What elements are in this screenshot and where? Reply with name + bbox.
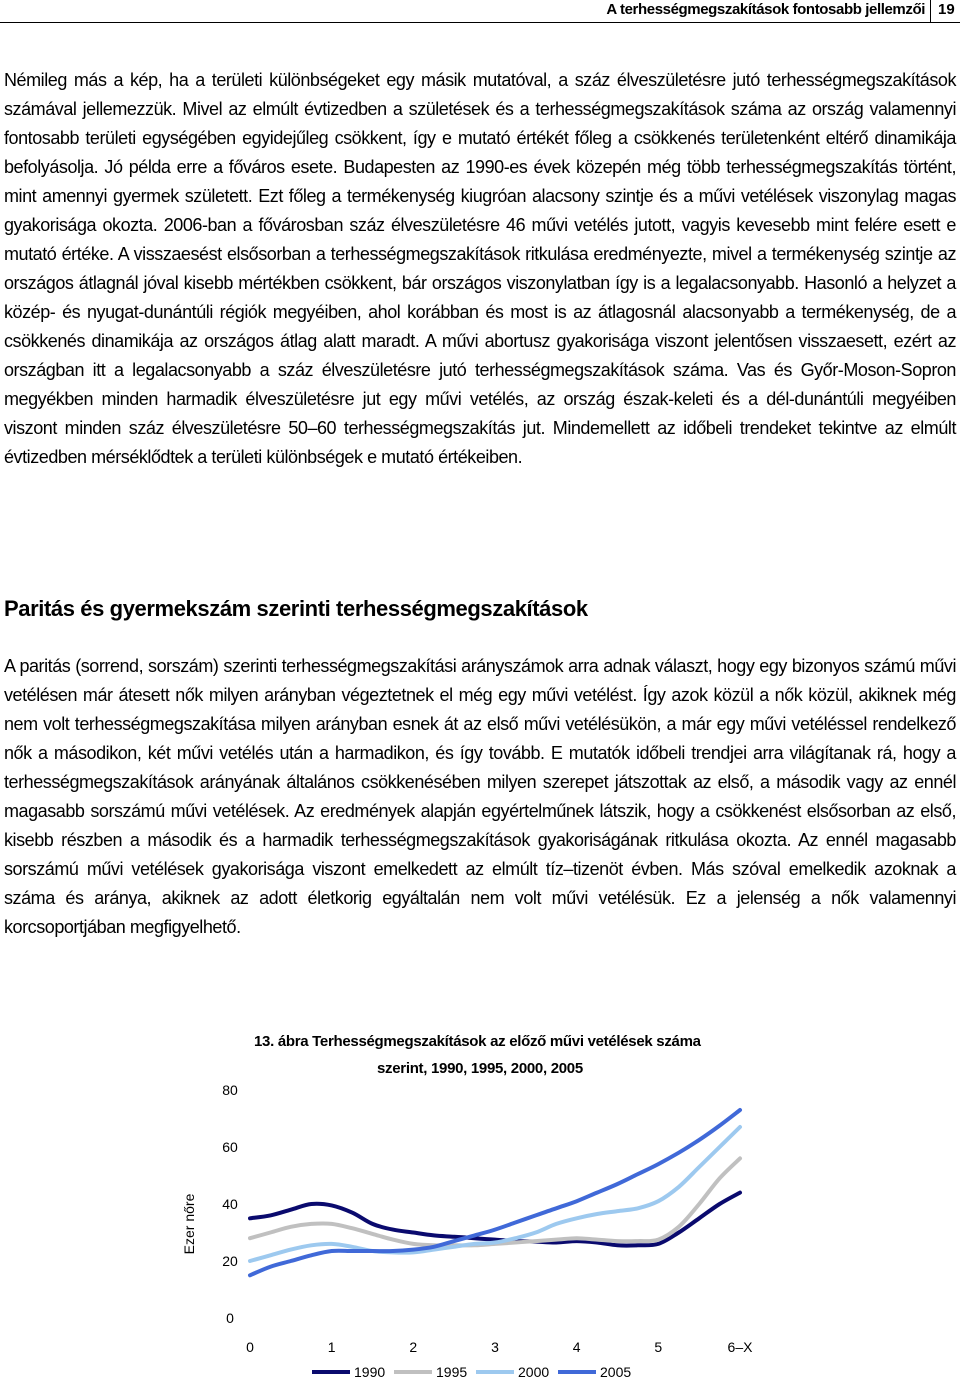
x-tick-label: 3 (491, 1339, 499, 1355)
x-tick-label: 0 (246, 1339, 254, 1355)
series-line-1995 (250, 1158, 740, 1245)
chart-title-line-1: 13. ábra Terhességmegszakítások az előző művi vetélések száma (254, 1033, 701, 1050)
x-tick-label: 4 (572, 1339, 581, 1355)
y-tick-label: 0 (226, 1310, 234, 1326)
running-header-title: A terhességmegszakítások fontosabb jellemzői (606, 1, 925, 18)
legend-label-2000: 2000 (518, 1364, 550, 1380)
body-paragraph-parity: A paritás (sorrend, sorszám) szerinti terhességmegszakítási arányszámok arra adnak választ, hogy egy bizonyos számú művi vetélésen már átesett nők milyen arányban végeztetnek el még egy művi vetélést. Így azok közül a nők közül, akiknek még nem volt terhességmegszakítása milyen arányban esnek át az első művi vetélésükön, a már egy művi vetéléssel rendelkező nők a másodikon, két művi vetélés után a harmadikon, és így tovább. E mutatók időbeli trendjei arra világítanak rá, hogy a terhességmegszakítások arányának általános csökkenésében milyen szerepet játszottak az első, a második vagy az ennél magasabb sorszámú művi vetélések. Az eredmények alapján egyértelműnek látszik, hogy a csökkenést elsősorban az első, kisebb részben a második és a harmadik terhességmegszakítások gyakoriságának ritkulása okozta. Az ennél magasabb sorszámú művi vetélések gyakorisága viszont emelkedett az elmúlt tíz–tizenöt évben. Más szóval emelkedik azoknak a száma és aránya, akiknek az adott életkorig egyáltalán nem volt művi vetélésük. Ez a jelenség a nők valamennyi korcsoportjában megfigyelhető. (4, 656, 956, 937)
y-axis-label: Ezer nőre (181, 1193, 197, 1255)
y-tick-label: 40 (222, 1196, 238, 1212)
x-tick-label: 1 (327, 1339, 336, 1355)
figure-13 (0, 1020, 960, 1386)
header-rule (0, 22, 960, 23)
body-paragraph-regional: Némileg más a kép, ha a területi különbségeket egy másik mutatóval, a száz élveszületésre jutó terhességmegszakítások számával jellemezzük. Mivel az elmúlt évtizedben a születések és a terhességmegszakítások száma az ország valamennyi fontosabb területi egységében egyidejűleg csökkent, így e mutató értékét főleg a csökkenés területenként eltérő dinamikája befolyásolja. Jó példa erre a főváros esete. Budapesten az 1990-es évek közepén még több terhességmegszakítás történt, mint amennyi gyermek született. Ezt főleg a termékenység kiugróan alacsony szintje és a művi vetélések viszonylag magas gyakorisága okozta. 2006-ban a fővárosban száz élveszületésre 46 művi vetélés jutott, vagyis kevesebb mint felére esett e mutató értéke. A visszaesést elsősorban a terhességmegszakítások ritkulása eredményezte, mivel a termékenység szintje az országos átlagnál jóval kisebb mértékben csökkent, bár országos viszonylatban így is a legalacsonyabb. Hasonló a helyzet a közép- és nyugat-dunántúli régiók megyéiben, ahol korábban és most is az átlagosnál alacsonyabb a termékenység, de a csökkenés dinamikája az országos átlag alatt maradt. A művi abortusz gyakorisága viszont jelentősen visszaesett, ezért az országban itt a legalacsonyabb a száz élveszületésre jutó terhességmegszakítások száma. Vas és Győr-Moson-Sopron megyékben minden harmadik élveszületésre jut egy művi vetélés, az ország észak-keleti és a dél-dunántúli megyéiben viszont minden száz élveszületésre 50–60 terhességmegszakítás jut. Mindemellett az időbeli trendeket tekintve az elmúlt évtizedben mérséklődtek a területi különbségek e mutató értékeiben. (4, 70, 956, 467)
section-heading: Paritás és gyermekszám szerinti terhességmegszakítások (4, 596, 588, 621)
y-tick-label: 80 (222, 1082, 238, 1098)
legend-label-2005: 2005 (600, 1364, 632, 1380)
chart-title-line-2: szerint, 1990, 1995, 2000, 2005 (377, 1060, 583, 1077)
line-chart (0, 1020, 960, 1386)
x-tick-label: 6–X (727, 1339, 753, 1355)
series-line-2005 (250, 1110, 740, 1275)
y-tick-label: 60 (222, 1139, 238, 1155)
legend-label-1995: 1995 (436, 1364, 468, 1380)
header-separator (930, 0, 931, 22)
legend-label-1990: 1990 (354, 1364, 386, 1380)
y-tick-label: 20 (222, 1253, 238, 1269)
x-tick-label: 5 (654, 1339, 663, 1355)
x-tick-label: 2 (409, 1339, 418, 1355)
page-header (0, 0, 960, 26)
page-number: 19 (938, 1, 955, 18)
